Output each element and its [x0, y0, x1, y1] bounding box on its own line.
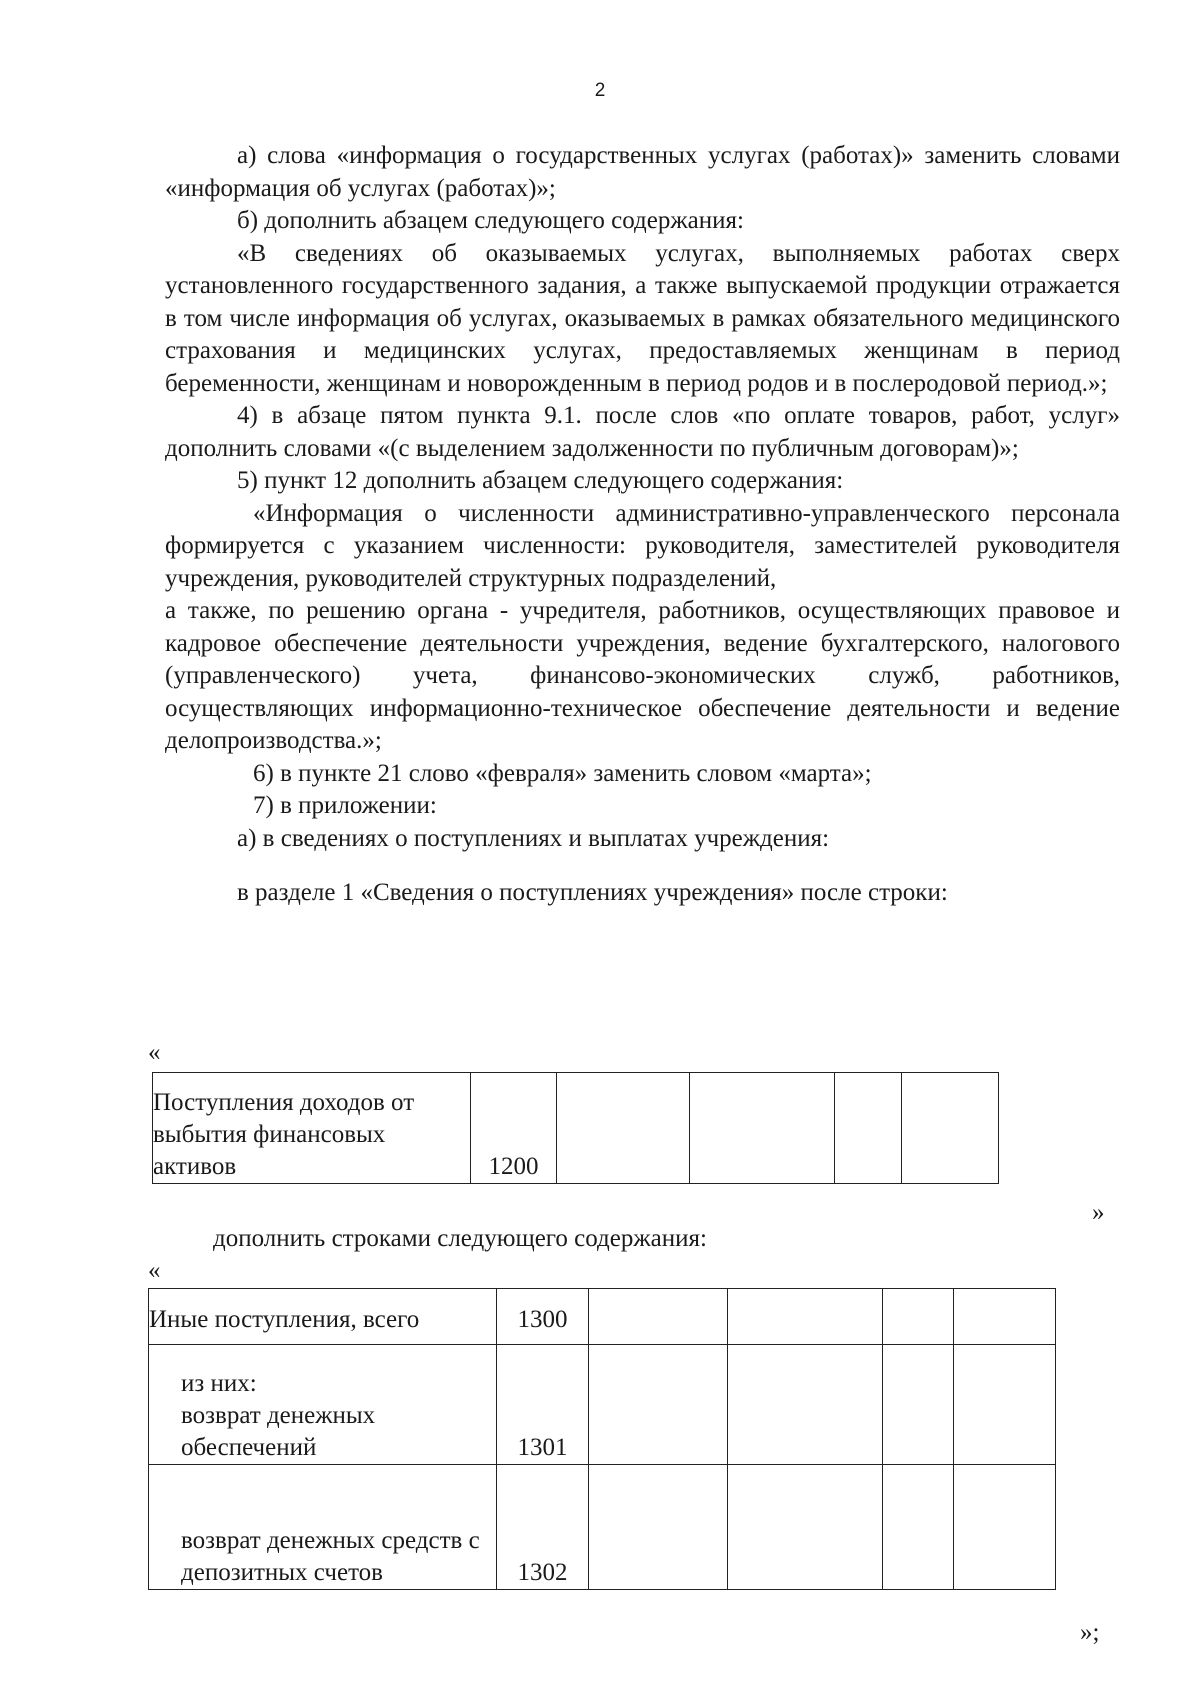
- paragraph-item-7: 7) в приложении:: [253, 792, 437, 819]
- row-code: 1302: [497, 1465, 589, 1590]
- quote-open-2: «: [148, 1257, 161, 1284]
- empty-cell: [883, 1345, 954, 1465]
- paragraph-services-info: «В сведениях об оказываемых услугах, выполняемых работах сверх установленного государственного задания, а также выпускаемой продукции отражается в том числе информация об услугах, оказываемых в рамках обязательного медицинского страхования и медицинских услугах, предоставляемых женщинам в период беременности, женщинам и новорожденным в период родов и в послеродовой период.»;: [165, 239, 1120, 397]
- paragraph-item-4: 4) в абзаце пятом пункта 9.1. после слов «по оплате товаров, работ, услуг» дополнить словами «(с выделением задолженности по публичным договорам)»;: [165, 402, 1120, 462]
- document-body: [165, 140, 1120, 910]
- empty-cell: [883, 1289, 954, 1345]
- empty-cell: [589, 1465, 728, 1590]
- paragraph-section-1: в разделе 1 «Сведения о поступлениях учреждения» после строки:: [237, 879, 948, 906]
- table-income-1200: [152, 1072, 999, 1184]
- table-row: [149, 1289, 1056, 1345]
- row-label: Поступления доходов от выбытия финансовых активов: [153, 1073, 471, 1184]
- table-row: [153, 1073, 999, 1184]
- empty-cell: [728, 1289, 883, 1345]
- row-label: из них: возврат денежных обеспечений: [149, 1345, 497, 1465]
- paragraph-add-rows: дополнить строками следующего содержания:: [213, 1225, 707, 1252]
- row-code: 1300: [497, 1289, 589, 1345]
- empty-cell: [835, 1073, 902, 1184]
- quote-close-2: »;: [1080, 1619, 1100, 1646]
- empty-cell: [589, 1289, 728, 1345]
- paragraph-staff-info-cont: а также, по решению органа - учредителя, работников, осуществляющих правовое и кадровое обеспечение деятельности учреждения, ведение бухгалтерского, налогового (управленческого) учета, финансово-экономических служб, работников, осуществляющих информационно-техническое обеспечение деятельности и ведение делопроизводства.»;: [165, 597, 1120, 754]
- empty-cell: [690, 1073, 835, 1184]
- table-row: [149, 1465, 1056, 1590]
- empty-cell: [728, 1465, 883, 1590]
- empty-cell: [954, 1289, 1056, 1345]
- empty-cell: [883, 1465, 954, 1590]
- paragraph-item-7a: а) в сведениях о поступлениях и выплатах учреждения:: [237, 824, 830, 852]
- quote-open-1: «: [148, 1039, 161, 1066]
- empty-cell: [589, 1345, 728, 1465]
- table-other-income: [148, 1288, 1056, 1590]
- row-code: 1301: [497, 1345, 589, 1465]
- paragraph-a-words: а) слова «информация о государственных услугах (работах)» заменить словами «информация об услугах (работах)»;: [165, 142, 1120, 202]
- table-row: [149, 1345, 1056, 1465]
- empty-cell: [954, 1345, 1056, 1465]
- paragraph-item-5: 5) пункт 12 дополнить абзацем следующего содержания:: [237, 467, 844, 494]
- empty-cell: [954, 1465, 1056, 1590]
- document-body-continued: [165, 1223, 1120, 1256]
- row-label: Иные поступления, всего: [149, 1289, 497, 1345]
- quote-close-1: »: [1092, 1199, 1105, 1226]
- page-number: 2: [594, 80, 606, 101]
- empty-cell: [557, 1073, 690, 1184]
- row-label: возврат денежных средств с депозитных счетов: [149, 1465, 497, 1590]
- empty-cell: [902, 1073, 999, 1184]
- empty-cell: [728, 1345, 883, 1465]
- row-code: 1200: [471, 1073, 557, 1184]
- paragraph-item-6: 6) в пункте 21 слово «февраля» заменить словом «марта»;: [253, 759, 872, 787]
- paragraph-staff-info: «Информация о численности административно-управленческого персонала формируется с указанием численности: руководителя, заместителей руководителя учреждения, руководителей структурных подразделений,: [165, 499, 1120, 592]
- paragraph-b-supplement: б) дополнить абзацем следующего содержания:: [237, 207, 744, 234]
